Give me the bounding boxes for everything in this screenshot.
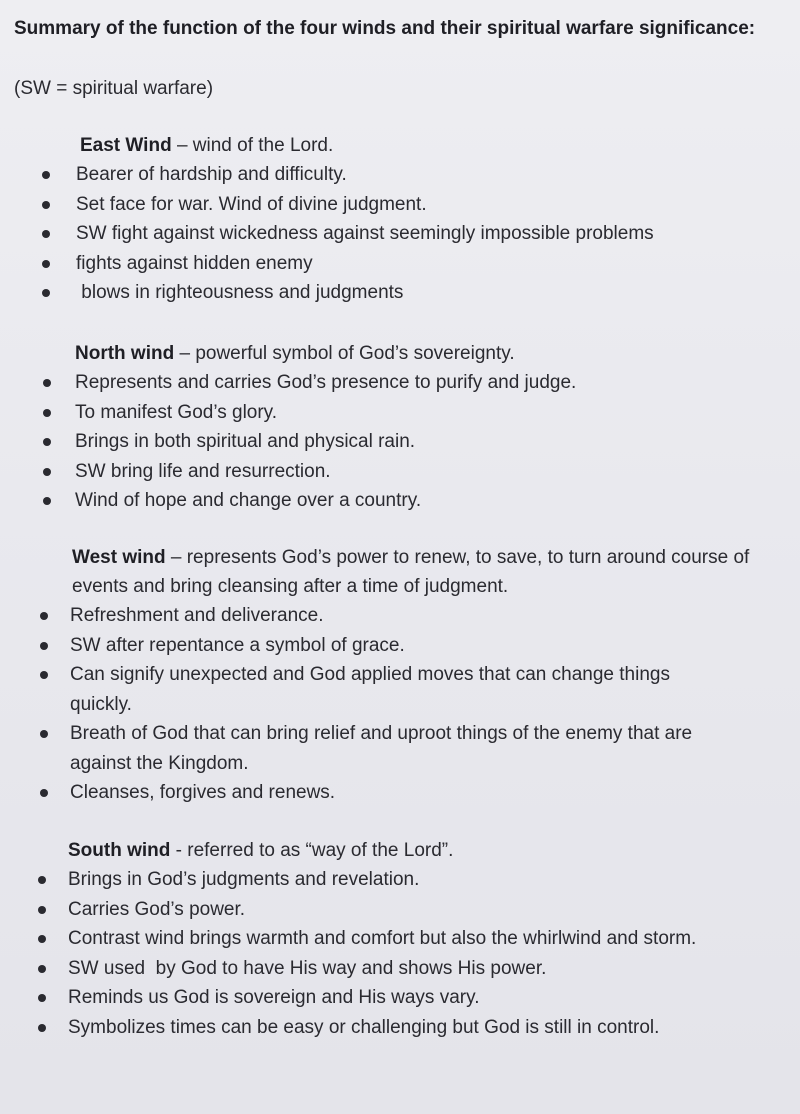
- bullet-dot-icon: [40, 730, 48, 738]
- bullet-dot-icon: [43, 409, 51, 417]
- bullet-dot-icon: [38, 965, 46, 973]
- list-item: [68, 865, 788, 895]
- list-item: [70, 631, 792, 661]
- bullet-dot-icon: [43, 438, 51, 446]
- list-item: [75, 398, 800, 428]
- bullet-dot-icon: [42, 171, 50, 179]
- bullet-dot-icon: [38, 935, 46, 943]
- bullet-dot-icon: [42, 201, 50, 209]
- wind-name: West wind: [72, 547, 166, 568]
- list-item-text: Wind of hope and change over a country.: [75, 490, 422, 511]
- bullet-dot-icon: [42, 230, 50, 238]
- list-item-text: Refreshment and deliverance.: [70, 605, 324, 626]
- list-item: [70, 719, 730, 778]
- list-item-text: Reminds us God is sovereign and His ways vary.: [68, 987, 480, 1008]
- wind-name: East Wind: [80, 135, 172, 156]
- bullet-dot-icon: [38, 906, 46, 914]
- section-north-wind: [75, 339, 800, 516]
- bullet-dot-icon: [42, 260, 50, 268]
- bullet-dot-icon: [38, 994, 46, 1002]
- list-item: [70, 601, 792, 631]
- list-item-text: SW bring life and resurrection.: [75, 460, 331, 482]
- list-item: [68, 924, 768, 954]
- bullet-dot-icon: [42, 289, 50, 297]
- list-item-text: SW fight against wickedness against seemingly impossible problems: [76, 223, 654, 244]
- list-item-text: To manifest God’s glory.: [75, 401, 278, 423]
- bullet-dot-icon: [40, 671, 48, 679]
- list-item: [68, 983, 788, 1013]
- document-title: Summary of the function of the four winds and their spiritual warfare significance:: [14, 18, 756, 39]
- section-heading: [75, 339, 800, 368]
- section-west-wind: [72, 543, 792, 808]
- list-item-text: Brings in God’s judgments and revelation.: [68, 869, 420, 890]
- list-item: [76, 160, 800, 190]
- section-heading: [72, 543, 792, 601]
- bullet-dot-icon: [38, 876, 46, 884]
- bullet-dot-icon: [43, 468, 51, 476]
- list-item: [76, 278, 800, 308]
- list-item-text: Brings in both spiritual and physical rain.: [75, 431, 416, 452]
- list-item-text: Bearer of hardship and difficulty.: [76, 164, 347, 185]
- list-item-text: Can signify unexpected and God applied moves that can change things quickly.: [70, 664, 670, 715]
- list-item: [70, 660, 730, 719]
- abbreviation-note: (SW = spiritual warfare): [14, 78, 214, 99]
- wind-description: – powerful symbol of God’s sovereignty.: [174, 343, 515, 364]
- list-item-text: fights against hidden enemy: [76, 252, 313, 274]
- list-item: [75, 486, 800, 516]
- bullet-dot-icon: [40, 789, 48, 797]
- list-item: [76, 219, 800, 249]
- bullet-dot-icon: [38, 1024, 46, 1032]
- wind-description: – represents God’s power to renew, to save, to turn around course of events and bring cleansing after a time of judgment.: [72, 547, 750, 597]
- bullet-list: [70, 601, 792, 808]
- wind-description: - referred to as “way of the Lord”.: [170, 840, 454, 861]
- list-item: [68, 895, 788, 925]
- list-item-text: Cleanses, forgives and renews.: [70, 782, 336, 803]
- bullet-dot-icon: [40, 642, 48, 650]
- bullet-dot-icon: [40, 612, 48, 620]
- list-item: [76, 190, 800, 220]
- list-item-text: SW after repentance a symbol of grace.: [70, 634, 405, 656]
- section-south-wind: [68, 836, 788, 1042]
- list-item-text: Symbolizes times can be easy or challenging but God is still in control.: [68, 1016, 660, 1038]
- list-item: [75, 457, 800, 487]
- list-item: [70, 778, 792, 808]
- wind-name: South wind: [68, 840, 171, 861]
- section-heading: [68, 836, 788, 865]
- list-item: [76, 249, 800, 279]
- bullet-dot-icon: [43, 379, 51, 387]
- bullet-list: [75, 368, 800, 516]
- list-item-text: Breath of God that can bring relief and uproot things of the enemy that are against the Kingdom.: [70, 723, 693, 774]
- list-item-text: Contrast wind brings warmth and comfort but also the whirlwind and storm.: [68, 928, 697, 949]
- list-item: [75, 427, 800, 457]
- list-item: [75, 368, 800, 398]
- bullet-dot-icon: [43, 497, 51, 505]
- list-item-text: blows in righteousness and judgments: [76, 282, 404, 303]
- section-heading: [80, 131, 800, 160]
- list-item-text: Represents and carries God’s presence to purify and judge.: [75, 372, 577, 393]
- list-item-text: Set face for war. Wind of divine judgment.: [76, 193, 427, 215]
- list-item: [68, 954, 788, 984]
- bullet-list: [76, 160, 800, 308]
- list-item-text: Carries God’s power.: [68, 898, 246, 920]
- bullet-list: [68, 865, 788, 1042]
- list-item-text: SW used by God to have His way and shows His power.: [68, 957, 547, 979]
- wind-description: – wind of the Lord.: [171, 135, 334, 156]
- wind-name: North wind: [75, 343, 175, 364]
- section-east-wind: [76, 131, 800, 308]
- list-item: [68, 1013, 748, 1043]
